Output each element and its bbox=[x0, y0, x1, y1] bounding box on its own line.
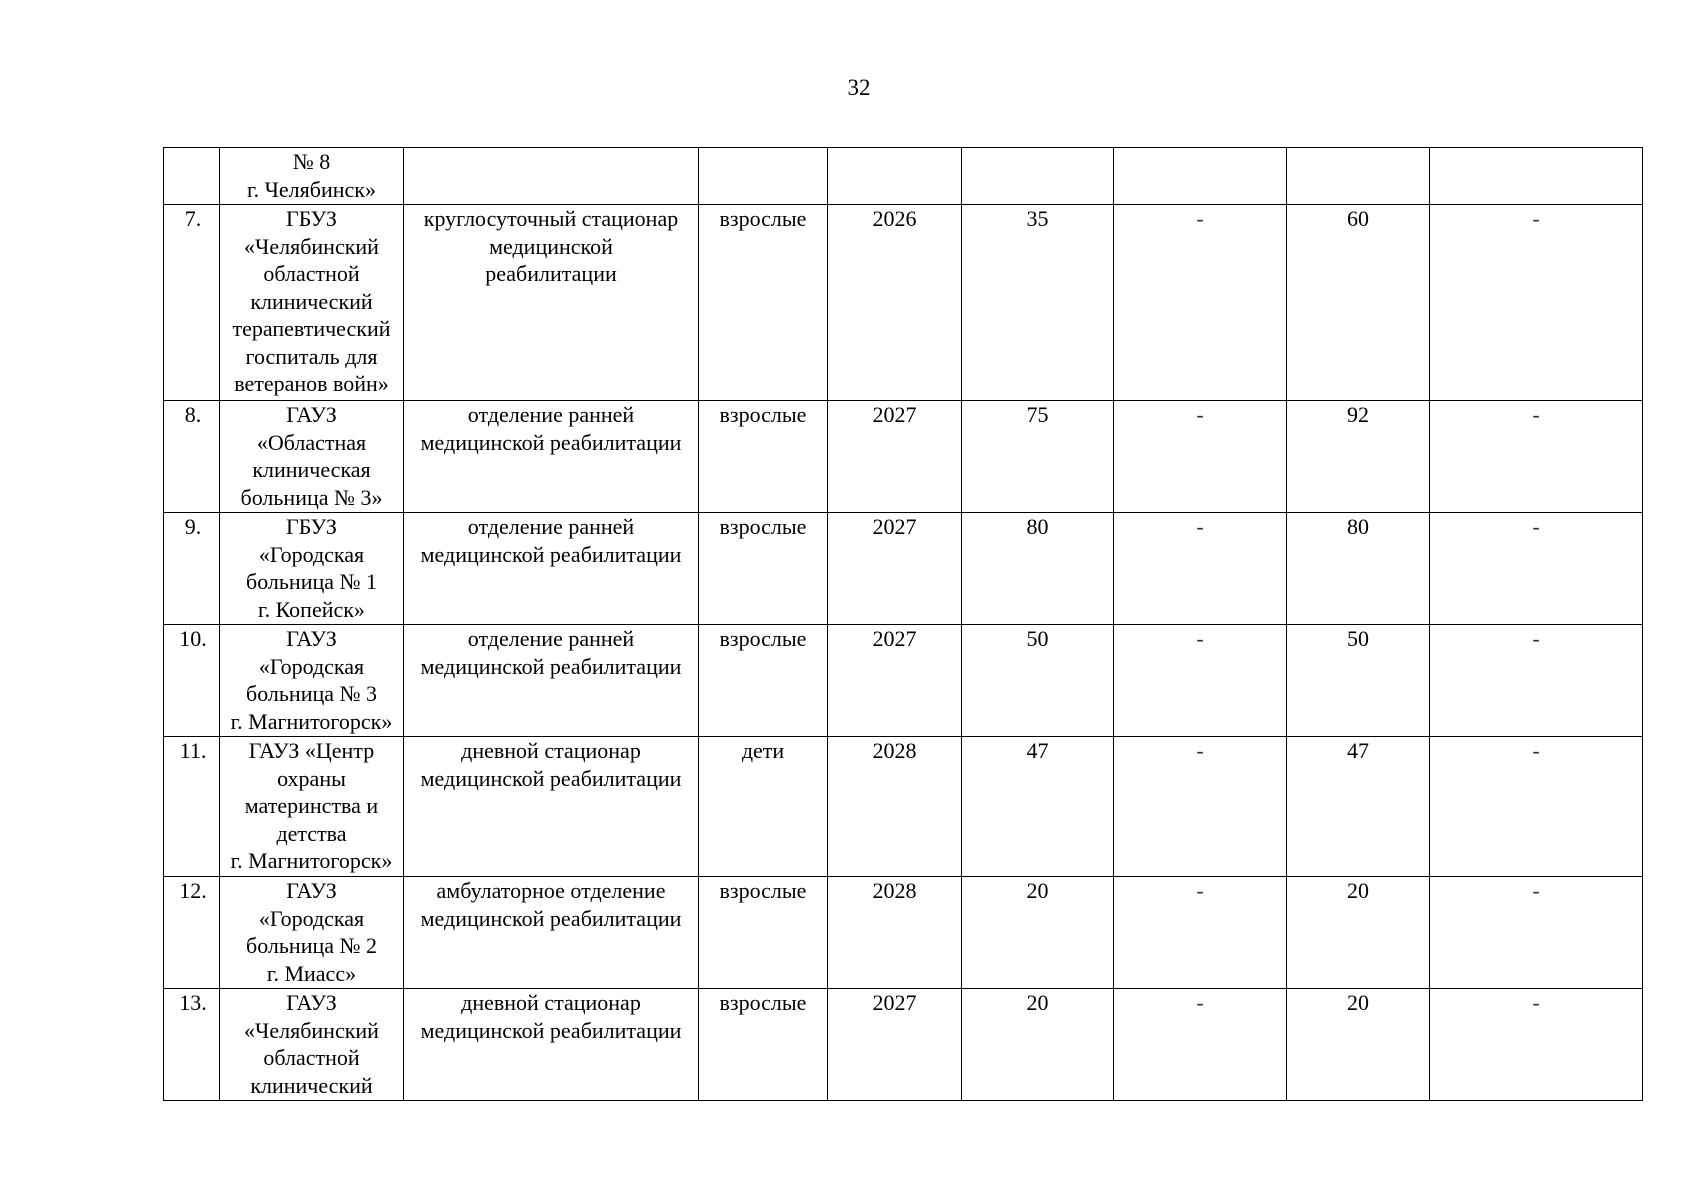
unit-type-cell bbox=[404, 989, 699, 1101]
value-cell-2: - bbox=[1114, 989, 1287, 1101]
patient-group-cell: взрослые bbox=[699, 877, 828, 989]
table-body bbox=[164, 148, 1643, 1101]
year-cell: 2027 bbox=[828, 625, 962, 737]
value-cell-1: 80 bbox=[962, 513, 1114, 625]
row-number-cell: 13. bbox=[164, 989, 220, 1101]
value-cell-4: - bbox=[1430, 737, 1643, 877]
rehabilitation-units-table bbox=[163, 147, 1643, 1101]
unit-type-cell bbox=[404, 205, 699, 401]
organization-cell bbox=[220, 877, 404, 989]
organization-cell bbox=[220, 513, 404, 625]
organization-cell-line: больница № 2 bbox=[246, 933, 377, 958]
unit-type-cell-line: реабилитации bbox=[485, 261, 617, 286]
value-cell-3 bbox=[1287, 148, 1430, 205]
page-number: 32 bbox=[847, 75, 871, 100]
row-number-cell bbox=[164, 148, 220, 205]
organization-cell-line: терапевтический bbox=[232, 316, 391, 341]
organization-cell-line: клинический bbox=[250, 288, 373, 314]
organization-cell-line: «Областная bbox=[256, 429, 367, 455]
organization-cell-line: охраны bbox=[277, 765, 346, 791]
patient-group-cell: взрослые bbox=[699, 989, 828, 1101]
patient-group-cell: взрослые bbox=[699, 205, 828, 401]
value-cell-2: - bbox=[1114, 513, 1287, 625]
value-cell-4: - bbox=[1430, 513, 1643, 625]
row-number-cell: 11. bbox=[164, 737, 220, 877]
value-cell-4: - bbox=[1430, 989, 1643, 1101]
organization-cell-line: клинический bbox=[250, 1072, 373, 1098]
value-cell-1: 35 bbox=[962, 205, 1114, 401]
table-row bbox=[164, 205, 1643, 401]
organization-cell-line: ГАУЗ bbox=[286, 990, 337, 1015]
table-row bbox=[164, 989, 1643, 1101]
organization-cell-line: г. Магнитогорск» bbox=[230, 708, 393, 734]
value-cell-2: - bbox=[1114, 401, 1287, 513]
unit-type-cell-line: медицинской реабилитации bbox=[420, 541, 682, 567]
year-cell: 2027 bbox=[828, 401, 962, 513]
value-cell-2 bbox=[1114, 148, 1287, 205]
year-cell: 2027 bbox=[828, 513, 962, 625]
value-cell-1: 50 bbox=[962, 625, 1114, 737]
organization-cell-line: больница № 3 bbox=[246, 681, 377, 706]
value-cell-2: - bbox=[1114, 625, 1287, 737]
organization-cell-line: г. Миасс» bbox=[266, 960, 357, 986]
organization-cell-line: ГАУЗ bbox=[286, 878, 337, 903]
year-cell: 2028 bbox=[828, 737, 962, 877]
organization-cell-line: ГАУЗ «Центр bbox=[248, 738, 375, 763]
organization-cell-line: «Челябинский bbox=[244, 1017, 379, 1043]
organization-cell bbox=[220, 205, 404, 401]
value-cell-3: 50 bbox=[1287, 625, 1430, 737]
value-cell-3: 60 bbox=[1287, 205, 1430, 401]
patient-group-cell: дети bbox=[699, 737, 828, 877]
value-cell-3: 47 bbox=[1287, 737, 1430, 877]
row-number-cell: 9. bbox=[164, 513, 220, 625]
year-cell: 2028 bbox=[828, 877, 962, 989]
unit-type-cell bbox=[404, 737, 699, 877]
patient-group-cell: взрослые bbox=[699, 625, 828, 737]
unit-type-cell-line: медицинской bbox=[489, 233, 613, 259]
value-cell-4 bbox=[1430, 148, 1643, 205]
row-number-cell: 7. bbox=[164, 205, 220, 401]
table-row bbox=[164, 513, 1643, 625]
unit-type-cell-line: медицинской реабилитации bbox=[420, 905, 682, 931]
unit-type-cell-line: круглосуточный стационар bbox=[423, 206, 679, 231]
unit-type-cell bbox=[404, 148, 699, 205]
organization-cell bbox=[220, 989, 404, 1101]
organization-cell-line: областной bbox=[263, 261, 360, 286]
organization-cell bbox=[220, 737, 404, 877]
organization-cell bbox=[220, 401, 404, 513]
organization-cell-line: г. Магнитогорск» bbox=[230, 848, 393, 873]
organization-cell-line: материнства и bbox=[244, 793, 379, 818]
unit-type-cell bbox=[404, 625, 699, 737]
table-row bbox=[164, 148, 1643, 205]
row-number-cell: 10. bbox=[164, 625, 220, 737]
unit-type-cell-line: медицинской реабилитации bbox=[420, 653, 682, 679]
organization-cell-line: № 8 bbox=[292, 149, 331, 174]
unit-type-cell bbox=[404, 401, 699, 513]
organization-cell-line: «Городская bbox=[258, 541, 365, 567]
patient-group-cell: взрослые bbox=[699, 513, 828, 625]
organization-cell-line: «Городская bbox=[258, 905, 365, 931]
table-row bbox=[164, 401, 1643, 513]
year-cell: 2027 bbox=[828, 989, 962, 1101]
value-cell-1: 47 bbox=[962, 737, 1114, 877]
unit-type-cell-line: дневной стационар bbox=[461, 990, 641, 1015]
organization-cell bbox=[220, 625, 404, 737]
value-cell-1: 75 bbox=[962, 401, 1114, 513]
table-row bbox=[164, 877, 1643, 989]
value-cell-3: 92 bbox=[1287, 401, 1430, 513]
unit-type-cell-line: амбулаторное отделение bbox=[436, 878, 666, 903]
value-cell-4: - bbox=[1430, 205, 1643, 401]
value-cell-1: 20 bbox=[962, 989, 1114, 1101]
unit-type-cell-line: медицинской реабилитации bbox=[420, 765, 682, 791]
unit-type-cell-line: отделение ранней bbox=[467, 514, 635, 539]
organization-cell-line: ГАУЗ bbox=[286, 402, 337, 427]
patient-group-cell: взрослые bbox=[699, 401, 828, 513]
unit-type-cell-line: медицинской реабилитации bbox=[420, 1017, 682, 1043]
value-cell-2: - bbox=[1114, 877, 1287, 989]
organization-cell bbox=[220, 148, 404, 205]
row-number-cell: 8. bbox=[164, 401, 220, 513]
value-cell-2: - bbox=[1114, 737, 1287, 877]
organization-cell-line: областной bbox=[263, 1045, 360, 1070]
year-cell: 2026 bbox=[828, 205, 962, 401]
unit-type-cell-line: отделение ранней bbox=[467, 402, 635, 427]
organization-cell-line: ГБУЗ bbox=[286, 206, 337, 231]
organization-cell-line: больница № 1 bbox=[246, 569, 377, 594]
value-cell-1 bbox=[962, 148, 1114, 205]
value-cell-1: 20 bbox=[962, 877, 1114, 989]
organization-cell-line: госпиталь для bbox=[245, 343, 378, 369]
organization-cell-line: ГБУЗ bbox=[286, 514, 337, 539]
row-number-cell: 12. bbox=[164, 877, 220, 989]
value-cell-4: - bbox=[1430, 401, 1643, 513]
value-cell-2: - bbox=[1114, 205, 1287, 401]
value-cell-3: 20 bbox=[1287, 877, 1430, 989]
organization-cell-line: «Городская bbox=[258, 653, 365, 679]
unit-type-cell-line: отделение ранней bbox=[467, 626, 635, 651]
value-cell-4: - bbox=[1430, 625, 1643, 737]
value-cell-3: 20 bbox=[1287, 989, 1430, 1101]
table-row bbox=[164, 625, 1643, 737]
organization-cell-line: ветеранов войн» bbox=[234, 371, 389, 396]
organization-cell-line: г. Копейск» bbox=[258, 596, 365, 622]
unit-type-cell bbox=[404, 513, 699, 625]
unit-type-cell bbox=[404, 877, 699, 989]
patient-group-cell bbox=[699, 148, 828, 205]
table-row bbox=[164, 737, 1643, 877]
unit-type-cell-line: дневной стационар bbox=[461, 738, 641, 763]
unit-type-cell-line: медицинской реабилитации bbox=[420, 429, 682, 455]
value-cell-4: - bbox=[1430, 877, 1643, 989]
organization-cell-line: «Челябинский bbox=[244, 233, 379, 259]
organization-cell-line: ГАУЗ bbox=[286, 626, 337, 651]
organization-cell-line: больница № 3» bbox=[240, 484, 383, 510]
organization-cell-line: г. Челябинск» bbox=[247, 176, 376, 202]
organization-cell-line: клиническая bbox=[252, 457, 371, 482]
organization-cell-line: детства bbox=[276, 820, 347, 846]
value-cell-3: 80 bbox=[1287, 513, 1430, 625]
year-cell bbox=[828, 148, 962, 205]
